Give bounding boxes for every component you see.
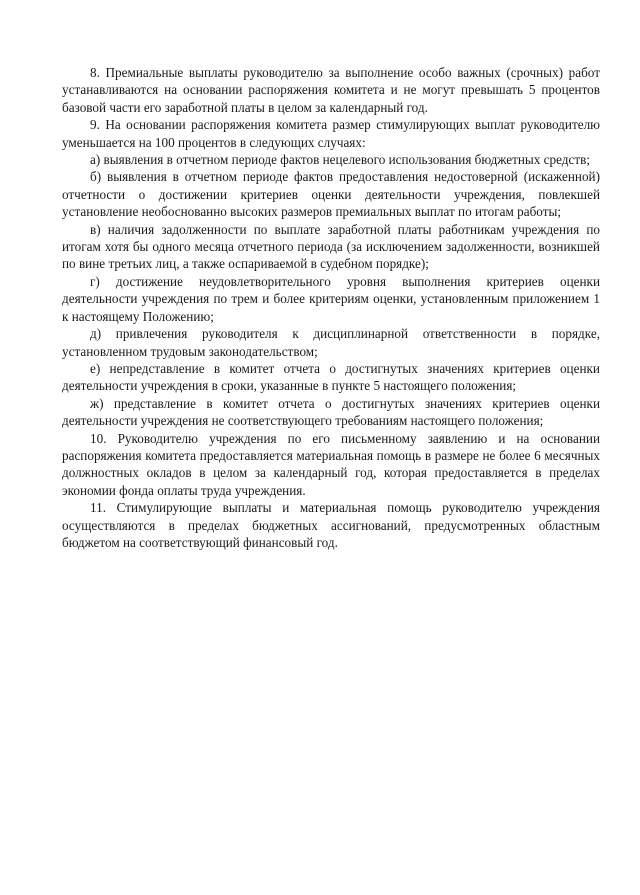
paragraph-8: 8. Премиальные выплаты руководителю за выполнение особо важных (срочных) работ устанавливаются на основании распоряжения комитета и не могут превышать 5 процентов базовой части его заработной платы в целом за календарный год. — [62, 65, 600, 115]
subitem-b: б) выявления в отчетном периоде фактов предоставления недостоверной (искаженной) отчетности о достижении критериев оценки деятельности учреждения, повлекшей установление необоснованно высоких размеров премиальных выплат по итогам работы; — [62, 169, 600, 220]
document-body — [62, 64, 600, 551]
subitem-zh: ж) представление в комитет отчета о достигнутых значениях критериев оценки деятельности учреждения не соответствующего требованиям настоящего положения; — [62, 395, 600, 429]
subitem-g: г) достижение неудовлетворительного уровня выполнения критериев оценки деятельности учреждения по трем и более критериям оценки, установленным приложением 1 к настоящему Положению; — [62, 273, 600, 324]
paragraph-11: 11. Стимулирующие выплаты и материальная помощь руководителю учреждения осуществляются в пределах бюджетных ассигнований, предусмотренных областным бюджетом на соответствующий финансовый год. — [62, 500, 600, 550]
subitem-d: д) привлечения руководителя к дисциплинарной ответственности в порядке, установленном трудовым законодательством; — [62, 326, 600, 359]
paragraph-10: 10. Руководителю учреждения по его письменному заявлению и на основании распоряжения комитета предоставляется материальная помощь в размере не более 6 месячных должностных окладов в целом за календарный год, которая предоставляется в пределах экономии фонда оплаты труда учреждения. — [62, 430, 600, 498]
subitem-a: а) выявления в отчетном периоде фактов нецелевого использования бюджетных средств; — [90, 152, 590, 168]
paragraph-9: 9. На основании распоряжения комитета размер стимулирующих выплат руководителю уменьшается на 100 процентов в следующих случаях: — [62, 117, 600, 150]
subitem-e: е) непредставление в комитет отчета о достигнутых значениях критериев оценки деятельности учреждения в сроки, указанные в пункте 5 настоящего положения; — [62, 360, 600, 394]
subitem-v: в) наличия задолженности по выплате заработной платы работникам учреждения по итогам хотя бы одного месяца отчетного периода (за исключением задолженности, возникшей по вине третьих лиц, а также оспариваемой в судебном порядке); — [62, 221, 600, 272]
